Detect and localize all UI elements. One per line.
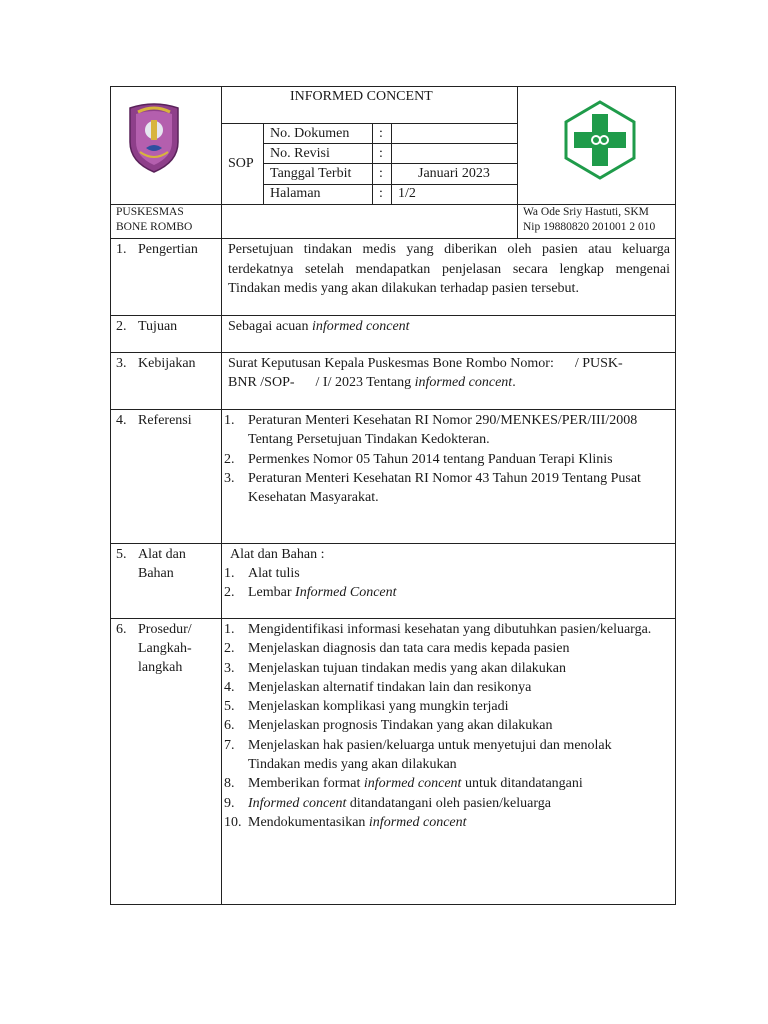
- divider: [110, 238, 676, 239]
- list-item: 1. Alat tulis: [224, 566, 300, 581]
- sop-label: SOP: [228, 156, 254, 171]
- section-text-tujuan: Sebagai acuan informed concent: [228, 319, 410, 334]
- procedure-list: [222, 620, 652, 832]
- meta-label-halaman: Halaman: [270, 186, 321, 201]
- section-label-kebijakan: Kebijakan: [138, 356, 196, 371]
- section-number: 4.: [116, 413, 127, 428]
- reference-list: [222, 411, 652, 507]
- section-number: 2.: [116, 319, 127, 334]
- list-item: 2. Menjelaskan diagnosis dan tata cara medis kepada pasien: [224, 641, 570, 657]
- org-name-line1: PUSKESMAS: [116, 206, 184, 218]
- divider: [110, 315, 676, 316]
- meta-sep: :: [379, 186, 383, 201]
- section-number: 5.: [116, 547, 127, 562]
- divider: [110, 409, 676, 410]
- meta-sep: :: [379, 166, 383, 181]
- meta-sep: :: [379, 126, 383, 141]
- section-text-kebijakan-line1: Surat Keputusan Kepala Puskesmas Bone Rombo Nomor: / PUSK-: [228, 356, 623, 371]
- list-item: 10. Mendokumentasikan informed concent: [224, 814, 467, 830]
- signer-nip: Nip 19880820 201001 2 010: [523, 221, 656, 233]
- section-label-prosedur-line3: langkah: [138, 660, 183, 675]
- health-cross-logo-icon: [563, 100, 637, 180]
- meta-label-no-dokumen: No. Dokumen: [270, 126, 350, 141]
- regional-emblem-icon: [124, 102, 184, 174]
- meta-value-tanggal-terbit: Januari 2023: [418, 166, 490, 181]
- section-label-tujuan: Tujuan: [138, 319, 178, 334]
- section-label-prosedur-line2: Langkah-: [138, 641, 192, 656]
- list-item: 3. Menjelaskan tujuan tindakan medis yang akan dilakukan: [224, 660, 567, 676]
- section-label-referensi: Referensi: [138, 413, 192, 428]
- list-item: 4. Menjelaskan alternatif tindakan lain dan resikonya: [224, 679, 532, 695]
- list-item: 1. Peraturan Menteri Kesehatan RI Nomor 290/MENKES/PER/III/2008 Tentang Persetujuan Tindakan Kedokteran.: [224, 413, 638, 448]
- section-text-pengertian: Persetujuan tindakan medis yang diberikan oleh pasien atau keluarga terdekatnya setelah mendapatkan penjelasan secara lengkap mengenai Tindakan medis yang akan dilakukan terhadap pasien tersebut.: [228, 242, 670, 296]
- meta-sep: :: [379, 146, 383, 161]
- section-number: 3.: [116, 356, 127, 371]
- list-item: 7. Menjelaskan hak pasien/keluarga untuk menyetujui dan menolak Tindakan medis yang akan dilakukan: [224, 737, 612, 773]
- list-item: 2. Lembar Informed Concent: [224, 585, 397, 601]
- section-label-alat-line1: Alat dan: [138, 547, 186, 562]
- divider: [221, 123, 517, 124]
- section-label-alat-line2: Bahan: [138, 566, 174, 581]
- signer-name: Wa Ode Sriy Hastuti, SKM: [523, 206, 649, 218]
- divider: [110, 543, 676, 544]
- list-item: 2. Permenkes Nomor 05 Tahun 2014 tentang Panduan Terapi Klinis: [224, 451, 613, 467]
- section-label-pengertian: Pengertian: [138, 242, 198, 257]
- list-item: 1. Mengidentifikasi informasi kesehatan yang dibutuhkan pasien/keluarga.: [224, 622, 652, 637]
- list-item: 9. Informed concent ditandatangani oleh pasien/keluarga: [224, 795, 551, 811]
- org-name-line2: BONE ROMBO: [116, 221, 193, 233]
- meta-label-tanggal-terbit: Tanggal Terbit: [270, 166, 352, 181]
- document-title: INFORMED CONCENT: [290, 89, 433, 104]
- section-text-kebijakan-line2: BNR /SOP- / I/ 2023 Tentang informed concent.: [228, 375, 516, 390]
- divider: [517, 86, 518, 238]
- meta-label-no-revisi: No. Revisi: [270, 146, 330, 161]
- list-item: 5. Menjelaskan komplikasi yang mungkin terjadi: [224, 699, 509, 715]
- alat-intro: Alat dan Bahan :: [230, 547, 325, 562]
- meta-value-halaman: 1/2: [398, 186, 416, 201]
- list-item: 3. Peraturan Menteri Kesehatan RI Nomor 43 Tahun 2019 Tentang Pusat Kesehatan Masyarakat.: [224, 470, 641, 506]
- alat-list: [222, 564, 652, 603]
- section-number: 6.: [116, 622, 127, 637]
- list-item: 8. Memberikan format informed concent untuk ditandatangani: [224, 776, 583, 792]
- list-item: 6. Menjelaskan prognosis Tindakan yang akan dilakukan: [224, 718, 553, 734]
- divider: [110, 618, 676, 619]
- divider: [110, 352, 676, 353]
- section-label-prosedur-line1: Prosedur/: [138, 622, 192, 637]
- section-number: 1.: [116, 242, 127, 257]
